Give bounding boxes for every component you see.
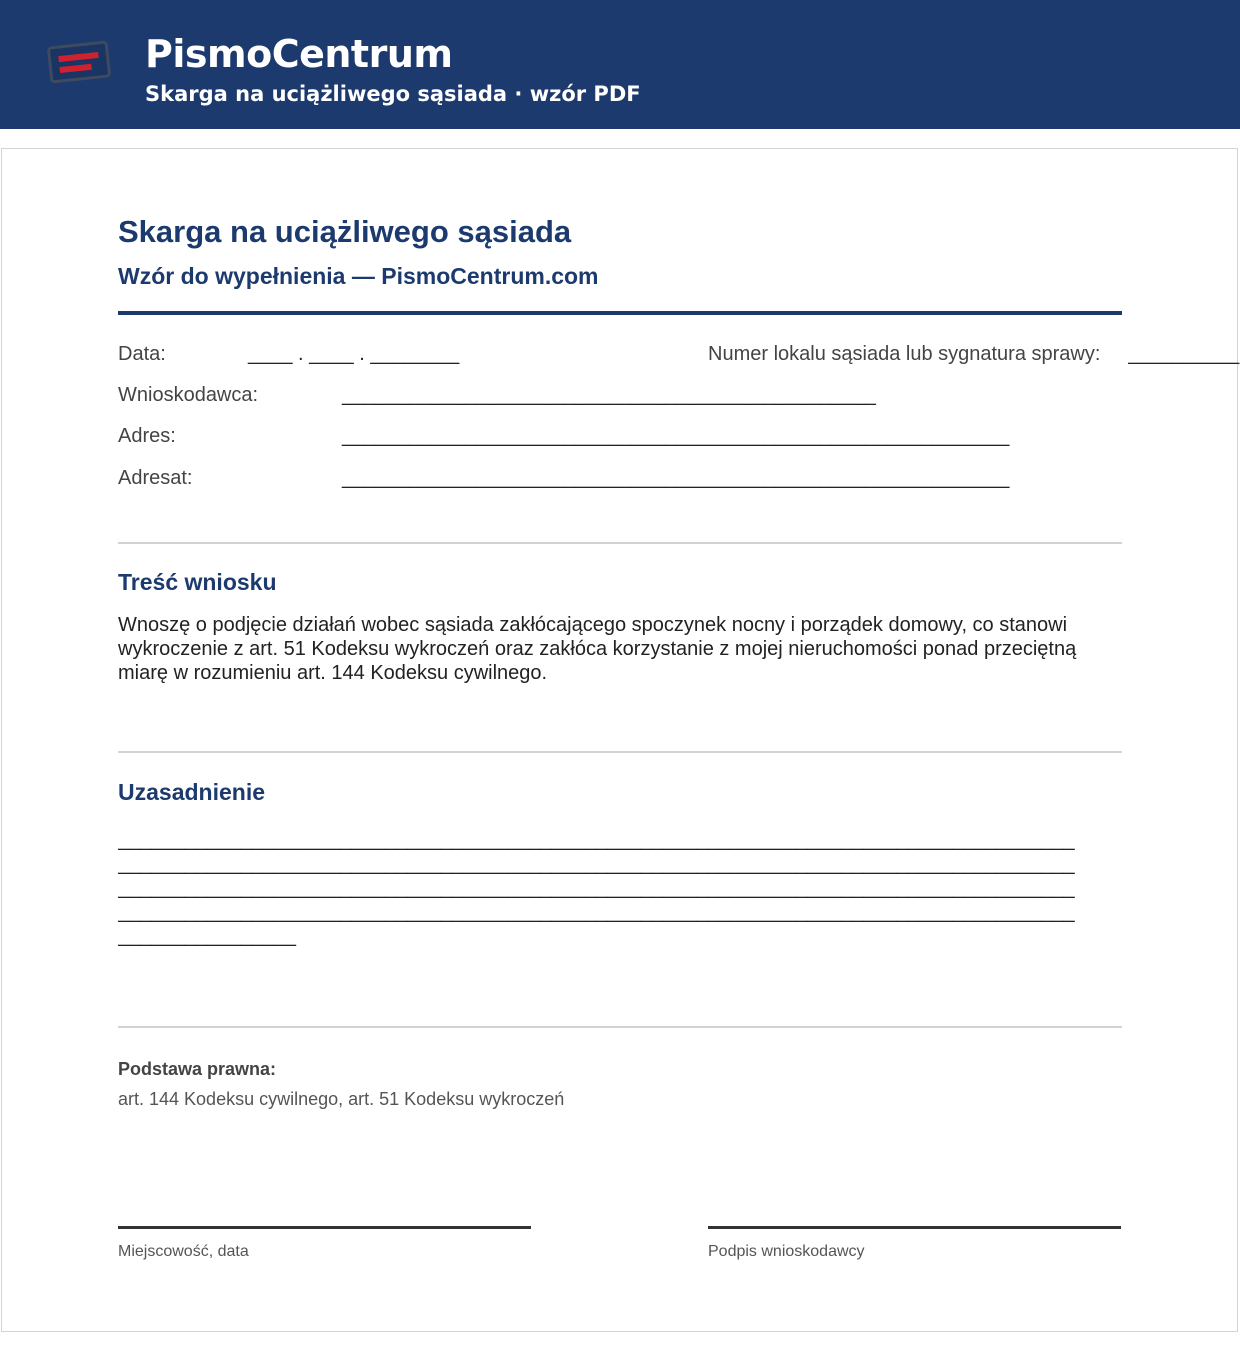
justification-line: ______________________________________________________________________________________	[118, 829, 1075, 851]
document-subtitle: Wzór do wypełnienia — PismoCentrum.com	[118, 263, 599, 289]
legal-basis-text: art. 144 Kodeksu cywilnego, art. 51 Kodeksu wykroczeń	[118, 1089, 565, 1109]
address-field: ____________________________________________________________	[342, 425, 1010, 447]
addressee-field: ____________________________________________________________	[342, 467, 1010, 489]
justification-line: ______________________________________________________________________________________	[118, 853, 1075, 875]
legal-basis-heading: Podstawa prawna:	[118, 1059, 277, 1079]
brand-name: PismoCentrum	[145, 32, 453, 76]
date-field: ____ . ____ . ________	[248, 343, 460, 365]
title-divider	[118, 311, 1122, 315]
justification-line: ______________________________________________________________________________________	[118, 901, 1075, 923]
justification-line: ________________	[118, 925, 296, 947]
section-divider	[118, 542, 1122, 544]
document-page	[1, 148, 1238, 1332]
content-text: Wnoszę o podjęcie działań wobec sąsiada zakłócającego spoczynek nocny i porządek domowy, co stanowi wykroczenie z art. 51 Kodeksu wykroczeń oraz zakłóca korzystanie z mojej nieruchomości ponad przeciętną miarę w rozumieniu art. 144 Kodeksu cywilnego.	[118, 614, 1077, 684]
place-date-line	[118, 1226, 531, 1229]
signature-line	[708, 1226, 1121, 1229]
applicant-label: Wnioskodawca:	[118, 384, 259, 406]
document-title: Skarga na uciążliwego sąsiada	[118, 214, 572, 249]
applicant-field: ________________________________________________	[342, 384, 876, 406]
header-subtitle: Skarga na uciążliwego sąsiada · wzór PDF	[145, 82, 641, 106]
document-logo-icon	[47, 40, 111, 84]
address-label: Adres:	[118, 425, 176, 447]
section-divider	[118, 751, 1122, 753]
header-bar	[0, 0, 1240, 129]
section-divider	[118, 1026, 1122, 1028]
case-number-label: Numer lokalu sąsiada lub sygnatura sprawy:	[708, 343, 1101, 365]
signature-caption: Podpis wnioskodawcy	[708, 1243, 865, 1260]
content-heading: Treść wniosku	[118, 569, 277, 595]
case-number-field: __________	[1128, 343, 1240, 365]
place-date-caption: Miejscowość, data	[118, 1243, 249, 1260]
justification-heading: Uzasadnienie	[118, 779, 265, 805]
addressee-label: Adresat:	[118, 467, 193, 489]
date-label: Data:	[118, 343, 166, 365]
justification-lines	[118, 828, 1122, 948]
justification-line: ______________________________________________________________________________________	[118, 877, 1075, 899]
